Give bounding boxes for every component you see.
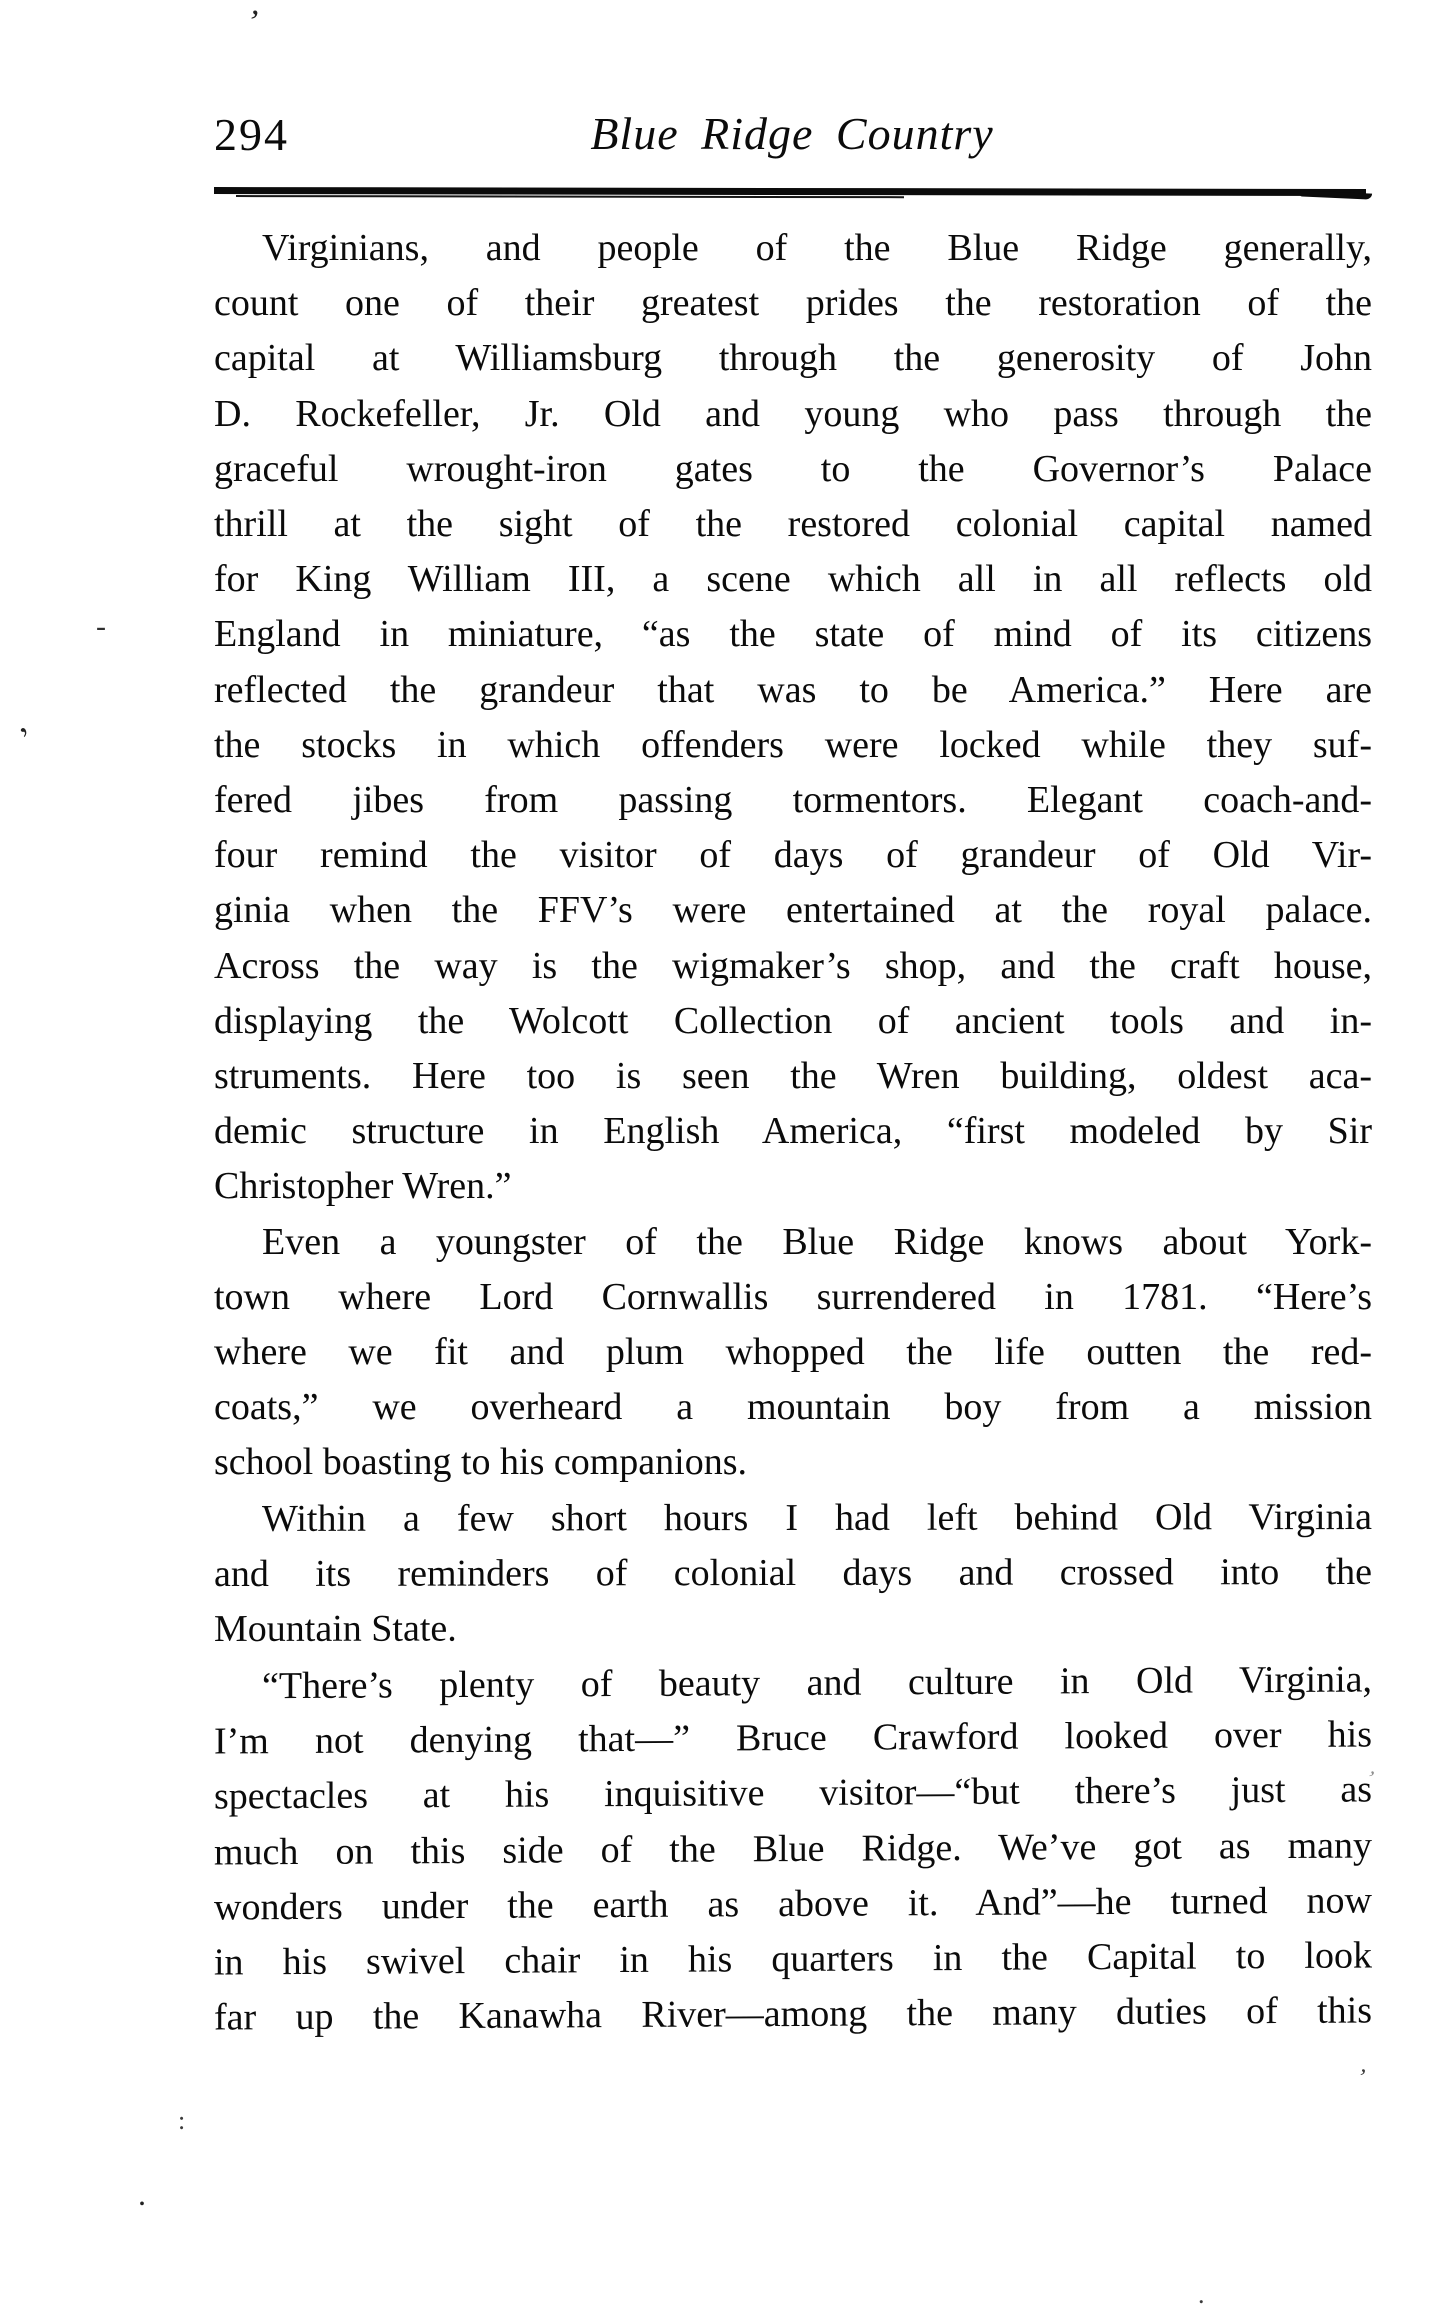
text-line: count one of their greatest prides the restoration of the [214,282,1372,325]
text-line: demic structure in English America, “first modeled by Sir [214,1110,1372,1153]
header-rule-echo [236,195,904,198]
text-line: for King William III, a scene which all in all reflects old [214,558,1372,601]
text-line: and its reminders of colonial days and crossed into the [214,1550,1372,1595]
text-line: thrill at the sight of the restored colonial capital named [214,503,1372,546]
text-line: Christopher Wren.” [214,1165,512,1208]
text-line: Even a youngster of the Blue Ridge knows about York- [262,1220,1372,1263]
text-line: England in miniature, “as the state of mind of its citizens [214,613,1372,656]
paragraph [214,1215,1372,1491]
text-line: displaying the Wolcott Collection of ancient tools and in- [214,999,1372,1042]
running-header-title: Blue Ridge Country [590,108,994,159]
scan-artifact: , [3,704,33,741]
text-line: Virginians, and people of the Blue Ridge generally, [262,227,1372,269]
text-line: Mountain State. [214,1607,457,1651]
text-line: the stocks in which offenders were locked while they suf- [214,723,1372,766]
text-line: where we fit and plum whopped the life outten the red- [214,1331,1372,1374]
page-number: 294 [214,109,289,160]
paragraph [214,1653,1372,2046]
text-line: D. Rockefeller, Jr. Old and young who pass through the [214,392,1372,435]
scan-artifact: , [1368,1753,1382,1780]
header-rule [214,187,1366,196]
text-line: far up the Kanawha River—among the many duties of this [214,1989,1372,2040]
text-line: reflected the grandeur that was to be America.” Here are [214,668,1372,711]
scan-artifact: . [1198,2280,1205,2309]
text-line: Across the way is the wigmaker’s shop, and the craft house, [214,944,1372,987]
text-line: Within a few short hours I had left behind Old Virginia [262,1495,1372,1540]
scan-artifact: - [96,610,106,643]
text-line: school boasting to his companions. [214,1441,748,1484]
text-line: capital at Williamsburg through the generosity of John [214,337,1372,380]
text-line: fered jibes from passing tormentors. Elegant coach-and- [214,779,1372,822]
text-line: ginia when the FFV’s were entertained at the royal palace. [214,889,1372,932]
scan-artifact: ’ [1355,2064,1369,2092]
text-line: in his swivel chair in his quarters in the Capital to look [214,1934,1372,1984]
text-line: wonders under the earth as above it. And”—he turned now [214,1879,1372,1929]
text-line: spectacles at his inquisitive visitor—“but there’s just as [214,1769,1372,1819]
text-line: four remind the visitor of days of grandeur of Old Vir- [214,834,1372,877]
scan-artifact: . [138,2176,146,2212]
text-line: I’m not denying that—” Bruce Crawford looked over his [214,1713,1372,1764]
text-line: “There’s plenty of beauty and culture in Old Virginia, [262,1658,1372,1708]
paragraph [214,1490,1372,1658]
text-line: town where Lord Cornwallis surrendered in 1781. “Here’s [214,1275,1372,1318]
paragraph [214,221,1372,1215]
body-text [214,221,1372,2043]
text-line: coats,” we overheard a mountain boy from a mission [214,1386,1372,1429]
text-line: graceful wrought-iron gates to the Governor’s Palace [214,447,1372,490]
text-line: struments. Here too is seen the Wren building, oldest aca- [214,1055,1372,1098]
scan-artifact: ’ [245,3,262,42]
text-line: much on this side of the Blue Ridge. We’ve got as many [214,1824,1372,1874]
scan-artifact: : [178,2106,186,2135]
